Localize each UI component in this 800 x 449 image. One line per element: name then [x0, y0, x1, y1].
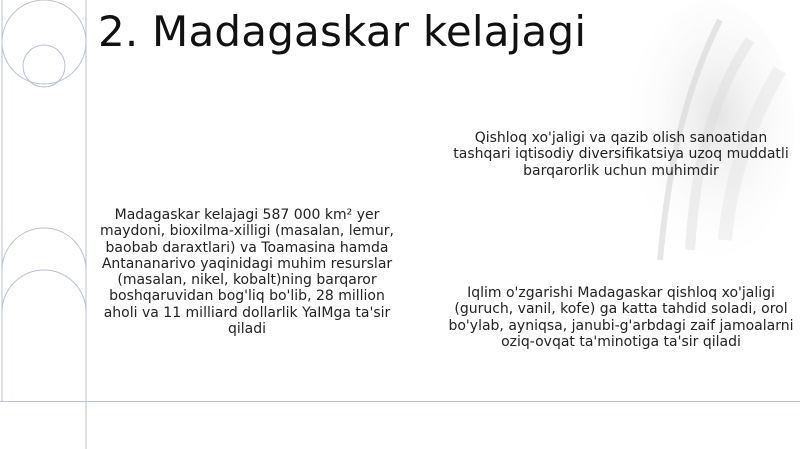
left-paragraph: Madagaskar kelajagi 587 000 km² yer maydoni, bioxilma-xilligi (masalan, lemur, baobab daraxtlari) va Toamasina hamda Antananarivo yaqinidagi muhim resurslar (masalan, nikel, kobalt)ning barqaror boshqaruvidan bog'liq bo'lib, 28 million aholi va 11 milliard dollarlik YaIMga ta'sir qiladi [100, 207, 394, 338]
right-top-paragraph: Qishloq xo'jaligi va qazib olish sanoatidan tashqari iqtisodiy diversifikatsiya uzoq muddatli barqarorlik uchun muhimdir [453, 130, 789, 179]
right-bottom-paragraph: Iqlim o'zgarishi Madagaskar qishloq xo'jaligi (guruch, vanil, kofe) ga katta tahdid soladi, orol bo'ylab, ayniqsa, janubi-g'arbdagi zaif jamoalarni oziq-ovqat ta'minotiga ta'sir qiladi [448, 285, 794, 350]
bottom-divider [0, 401, 800, 402]
slide-title: 2. Madagaskar kelajagi [98, 7, 587, 56]
